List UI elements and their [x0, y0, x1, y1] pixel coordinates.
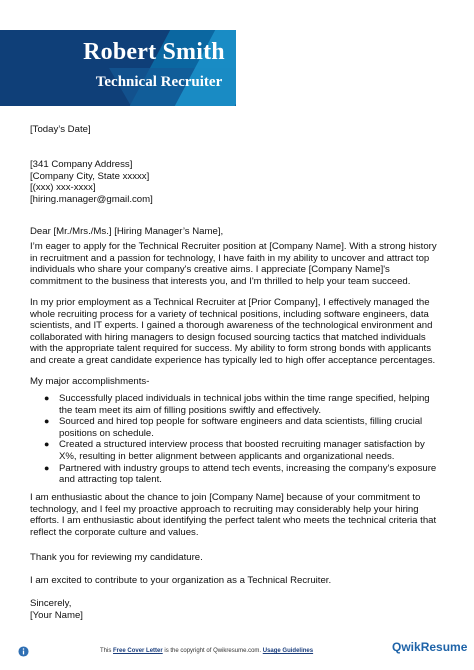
paragraph-line: and create a great candidate experience has typically led to high offer acceptance percentages. — [30, 354, 436, 366]
list-item-line: Successfully placed individuals in technical jobs within the time range specified, helping — [59, 393, 430, 404]
usage-guidelines-link[interactable]: Usage Guidelines — [262, 648, 314, 654]
bullet-icon: ● — [44, 416, 50, 427]
list-item — [30, 463, 450, 486]
accomplishments-heading: My major accomplishments- — [30, 376, 150, 387]
paragraph-line: reflect the corporate culture and values. — [30, 526, 199, 538]
paragraph-line: commitment to the business that interests you, and I'm thrilled to help your team succeed. — [30, 275, 411, 287]
paragraph-line: collaborated with hiring managers to design focused sourcing tactics that matched individuals — [30, 331, 426, 343]
thanks-line: Thank you for reviewing my candidature. — [30, 552, 203, 563]
bullet-icon: ● — [44, 462, 50, 473]
paragraph-line: efforts. I am enthusiastic about identifying the perfect talent who meets the technical criteria that — [30, 515, 437, 527]
list-item — [30, 416, 450, 439]
list-item-line: Created a structured interview process that boosted recruiting manager satisfaction by — [59, 439, 425, 451]
paragraph-line: In my prior employment as a Technical Recruiter at [Prior Company], I effectively managed the — [30, 297, 430, 308]
list-item-line: positions on schedule. — [59, 427, 154, 439]
paragraph-line: in recruitment and a passion for technology, I have faith in my ability to uncover and attract top — [30, 252, 430, 264]
list-item — [30, 393, 450, 416]
paragraph-line: with the appropriate talent required for success. My ability to form strong bonds with applicants — [30, 343, 432, 355]
footer-text — [100, 648, 313, 654]
free-cover-letter-link[interactable]: Free Cover Letter — [113, 648, 163, 654]
bullet-icon: ● — [44, 393, 50, 403]
paragraph-line: technology, and I feel my proactive approach to recruiting may considerably help your hiring — [30, 503, 419, 515]
list-item-line: and attracting top talent. — [59, 474, 162, 486]
address-line: [341 Company Address] — [30, 159, 133, 170]
applicant-title: Technical Recruiter — [95, 74, 223, 90]
bullet-icon: ● — [44, 439, 50, 450]
address-line: [Company City, State xxxxx] — [30, 170, 150, 182]
signature-name: [Your Name] — [30, 610, 83, 621]
list-item-line: Partnered with industry groups to attend tech events, increasing the company's exposure — [59, 462, 437, 474]
footer-prefix: This — [100, 648, 112, 654]
closing-line: I am excited to contribute to your organization as a Technical Recruiter. — [30, 575, 332, 586]
list-item-line: the team meet its aim of filling positions swiftly and effectively. — [59, 404, 321, 416]
paragraph-experience — [30, 297, 450, 367]
accomplishments-list — [30, 393, 450, 486]
info-icon — [18, 646, 29, 657]
footer-copyright: is the copyright of Qwikresume.com. — [164, 648, 262, 654]
paragraph-intro — [30, 241, 450, 287]
qwikresume-logo[interactable] — [392, 640, 467, 654]
paragraph-line: whole recruiting process for a variety of technical positions, including software engineers, data — [30, 308, 429, 320]
applicant-name: Robert Smith — [83, 39, 225, 65]
signoff: Sincerely, — [30, 598, 72, 609]
address-line: [hiring.manager@gmail.com] — [30, 193, 153, 205]
paragraph-enthusiasm — [30, 492, 450, 538]
paragraph-line: I am enthusiastic about the chance to join [Company Name] because of your commitment to — [30, 492, 421, 503]
recipient-address — [30, 159, 450, 205]
paragraph-line: scientists, and IT experts. I gained a thorough awareness of the technological environment and — [30, 320, 433, 332]
list-item-line: Sourced and hired top people for software engineers and data scientists, filling crucial — [59, 416, 423, 428]
paragraph-line: I’m eager to apply for the Technical Recruiter position at [Company Name]. With a strong history — [30, 241, 437, 252]
letter-date: [Today’s Date] — [30, 124, 91, 135]
logo-resume: Resume — [420, 640, 468, 654]
address-line: [(xxx) xxx-xxxx] — [30, 182, 96, 194]
list-item — [30, 439, 450, 462]
salutation: Dear [Mr./Mrs./Ms.] [Hiring Manager’s Name], — [30, 226, 224, 237]
list-item-line: X%, resulting in better alignment between applicants and organizational needs. — [59, 450, 395, 462]
paragraph-line: individuals who share your company's creative aims. I appreciate [Company Name]'s — [30, 264, 390, 276]
logo-qwik: Qwik — [392, 640, 421, 654]
